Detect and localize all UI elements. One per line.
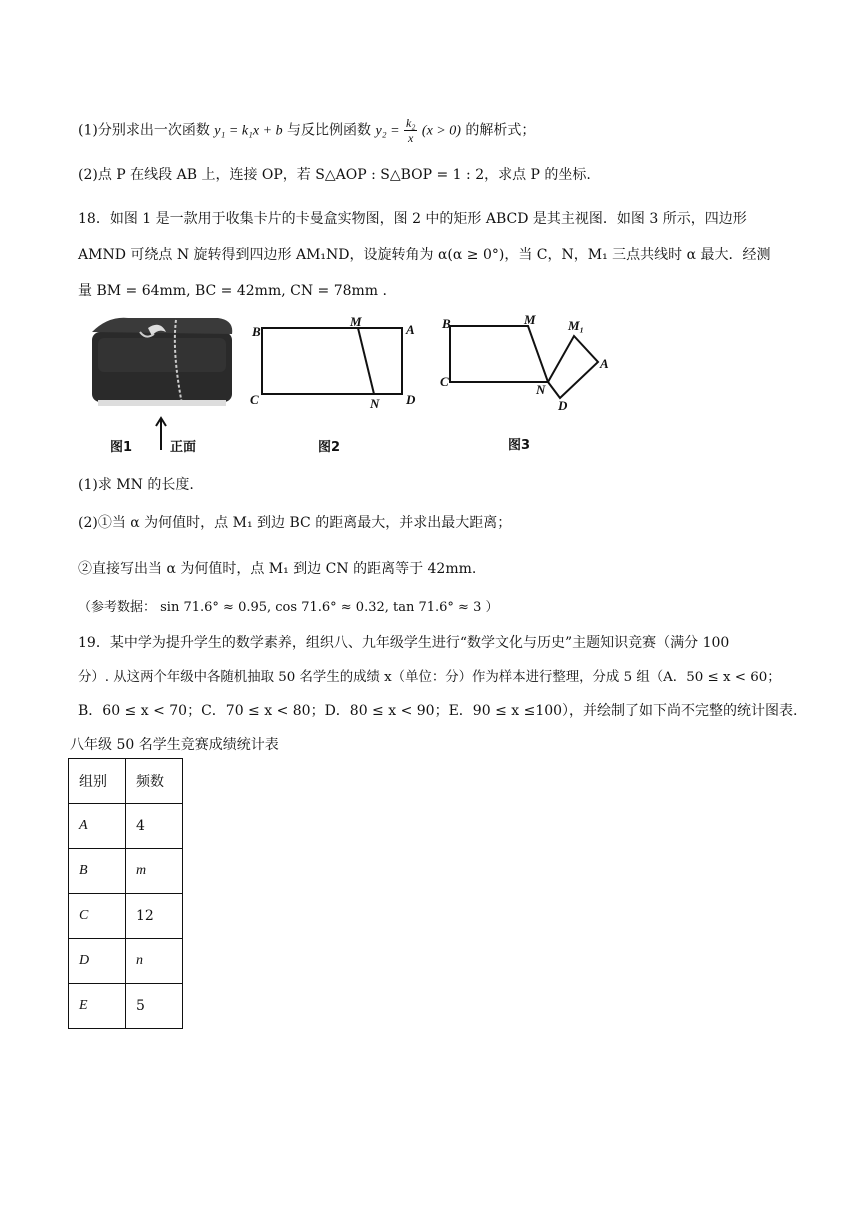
q17-part1-text: (1)分别求出一次函数 <box>78 122 210 139</box>
fig3-label-a: A <box>600 356 609 371</box>
table-cell-group: E <box>69 984 126 1029</box>
table-cell-frequency: n <box>126 939 183 984</box>
q18-part2a: (2)①当 α 为何值时，点 M₁ 到边 BC 的距离最大，并求出最大距离； <box>78 515 512 531</box>
table-header-row <box>69 759 183 804</box>
table-row <box>69 804 183 849</box>
table-cell-frequency: m <box>126 849 183 894</box>
fig2-label-d: D <box>406 392 416 407</box>
figure2-rectangle-diagram <box>246 312 426 412</box>
fig3-label-m: M <box>524 312 536 327</box>
fig3-label-m1: M₁ <box>568 318 585 333</box>
table-row <box>69 984 183 1029</box>
fig3-label-n: N <box>536 382 546 397</box>
table-header-frequency: 频数 <box>126 759 183 804</box>
table-cell-frequency: 4 <box>126 804 183 849</box>
table-header-group: 组别 <box>69 759 126 804</box>
q17-inverse-fraction <box>404 116 418 145</box>
q18-figures <box>78 312 638 462</box>
fig2-label-a: A <box>406 322 415 337</box>
fig2-label-m: M <box>350 314 362 329</box>
q19-line2: 分）. 从这两个年级中各随机抽取 50 名学生的成绩 x（单位：分）作为样本进行整理，分成 5 组（A．50 ≤ x < 60； <box>78 670 781 685</box>
fraction-numerator: k₂ <box>405 116 416 130</box>
table-cell-frequency: 5 <box>126 984 183 1029</box>
fig2-label-b: B <box>252 324 261 339</box>
figure3-caption: 图3 <box>508 438 531 453</box>
table-row <box>69 894 183 939</box>
fig2-label-n: N <box>370 396 380 411</box>
table-cell-group: C <box>69 894 126 939</box>
q17-domain-condition: (x > 0) <box>421 123 461 139</box>
fig3-label-d: D <box>558 398 568 413</box>
q17-linear-function: y₁ = k₁x + b <box>214 123 283 139</box>
q18-reference-data: （参考数据： sin 71.6° ≈ 0.95, cos 71.6° ≈ 0.32, tan 71.6° ≈ 3 ） <box>78 600 499 615</box>
frequency-table <box>68 758 183 1029</box>
q18-part2b: ②直接写出当 α 为何值时，点 M₁ 到边 CN 的距离等于 42mm. <box>78 561 477 577</box>
table-row <box>69 939 183 984</box>
q18-intro-line3: 量 BM = 64mm, BC = 42mm, CN = 78mm . <box>78 283 387 299</box>
figure1-box-photo <box>88 312 238 412</box>
figure1-front-label: 正面 <box>170 440 197 455</box>
q17-part2: (2)点 P 在线段 AB 上，连接 OP，若 S△AOP : S△BOP = 1 : 2，求点 P 的坐标. <box>78 167 591 183</box>
q17-inverse-lhs: y₂ = <box>375 123 400 139</box>
figure1-caption: 图1 <box>110 440 133 455</box>
table-row <box>69 849 183 894</box>
fig3-label-b: B <box>442 316 451 331</box>
fraction-denominator: x <box>408 131 414 145</box>
q18-intro-line2: AMND 可绕点 N 旋转得到四边形 AM₁ND，设旋转角为 α(α ≥ 0°)，当 C，N，M₁ 三点共线时 α 最大．经测 <box>78 247 771 263</box>
q17-part1-end: 的解析式； <box>465 122 536 139</box>
table-cell-frequency: 12 <box>126 894 183 939</box>
fig2-label-c: C <box>250 392 259 407</box>
table-cell-group: B <box>69 849 126 894</box>
q19-table-title: 八年级 50 名学生竞赛成绩统计表 <box>70 737 279 753</box>
q18-intro-line1: 18．如图 1 是一款用于收集卡片的卡曼盒实物图，图 2 中的矩形 ABCD 是其主视图．如图 3 所示，四边形 <box>78 211 747 227</box>
q18-part1: (1)求 MN 的长度. <box>78 477 194 493</box>
front-arrow-icon <box>154 416 168 452</box>
figure2-caption: 图2 <box>318 440 341 455</box>
q19-line1: 19．某中学为提升学生的数学素养，组织八、九年级学生进行“数学文化与历史”主题知识竞赛（满分 100 <box>78 635 730 651</box>
table-cell-group: A <box>69 804 126 849</box>
q19-line3: B．60 ≤ x < 70；C．70 ≤ x < 80；D．80 ≤ x < 90；E．90 ≤ x ≤100），并绘制了如下尚不完整的统计图表. <box>78 703 798 719</box>
q17-part1-mid: 与反比例函数 <box>287 122 372 139</box>
fig3-label-c: C <box>440 374 449 389</box>
table-cell-group: D <box>69 939 126 984</box>
q17-part1 <box>78 116 535 145</box>
